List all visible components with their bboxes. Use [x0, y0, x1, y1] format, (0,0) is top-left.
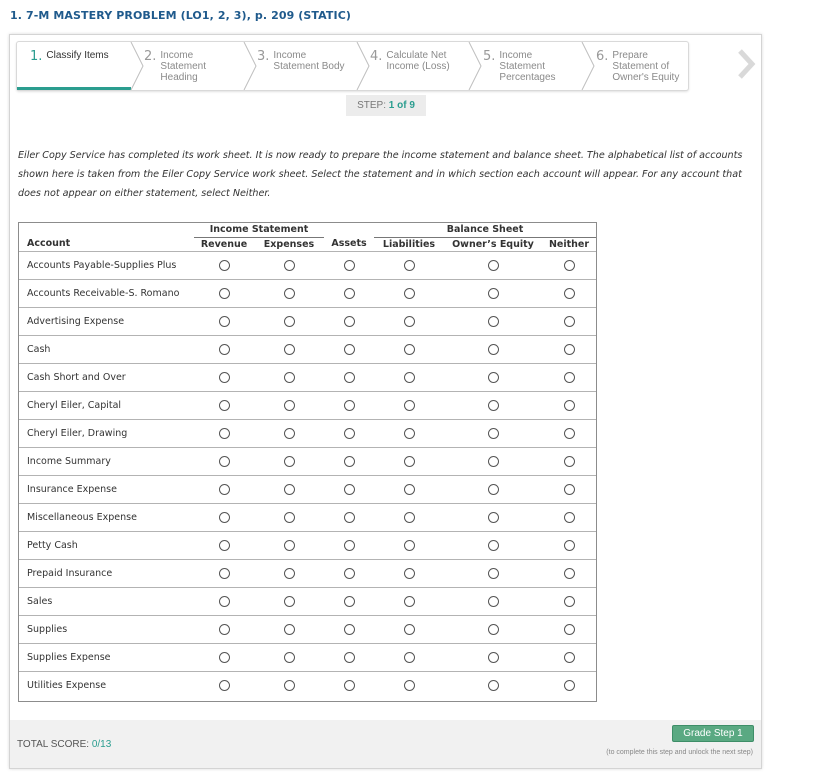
radio-cell-liabilities	[374, 447, 444, 475]
radio-assets[interactable]	[344, 288, 355, 299]
radio-neither[interactable]	[564, 652, 575, 663]
radio-revenue[interactable]	[219, 680, 230, 691]
radio-neither[interactable]	[564, 400, 575, 411]
header-assets: Assets	[331, 238, 367, 250]
radio-cell-expenses	[254, 587, 324, 615]
radio-cell-expenses	[254, 279, 324, 307]
radio-cell-expenses	[254, 391, 324, 419]
chevron-right-icon	[581, 42, 595, 90]
step-label: Income Statement Percentages	[499, 50, 556, 83]
radio-liabilities[interactable]	[404, 400, 415, 411]
radio-cell-neither	[542, 419, 596, 447]
radio-cell-assets	[324, 279, 374, 307]
radio-cell-expenses	[254, 503, 324, 531]
radio-cell-neither	[542, 531, 596, 559]
radio-revenue[interactable]	[219, 400, 230, 411]
radio-revenue[interactable]	[219, 316, 230, 327]
account-name: Insurance Expense	[19, 475, 194, 503]
step-indicator-value: 1 of 9	[388, 100, 415, 111]
account-name: Supplies	[19, 615, 194, 643]
radio-equity[interactable]	[488, 512, 499, 523]
radio-neither[interactable]	[564, 484, 575, 495]
radio-neither[interactable]	[564, 260, 575, 271]
radio-assets[interactable]	[344, 568, 355, 579]
chevron-right-icon	[468, 42, 482, 90]
radio-revenue[interactable]	[219, 428, 230, 439]
radio-cell-expenses	[254, 251, 324, 279]
radio-neither[interactable]	[564, 344, 575, 355]
account-name: Accounts Payable-Supplies Plus	[19, 251, 194, 279]
radio-cell-neither	[542, 643, 596, 671]
tab-step-1[interactable]	[17, 42, 131, 90]
account-name: Cash Short and Over	[19, 363, 194, 391]
account-name: Cash	[19, 335, 194, 363]
radio-cell-assets	[324, 307, 374, 335]
total-score-value: 0/13	[91, 739, 112, 750]
radio-expenses[interactable]	[284, 400, 295, 411]
radio-neither[interactable]	[564, 372, 575, 383]
header-income-statement: Income Statement	[194, 223, 324, 237]
radio-cell-expenses	[254, 559, 324, 587]
step-number: 5.	[483, 49, 496, 64]
radio-cell-equity	[444, 447, 542, 475]
radio-neither[interactable]	[564, 428, 575, 439]
header-revenue: Revenue	[200, 238, 248, 250]
radio-assets[interactable]	[344, 652, 355, 663]
radio-cell-assets	[324, 475, 374, 503]
table-row	[19, 307, 596, 335]
step-label: Prepare Statement of Owner's Equity	[612, 50, 680, 83]
radio-cell-liabilities	[374, 363, 444, 391]
radio-cell-equity	[444, 475, 542, 503]
radio-cell-neither	[542, 475, 596, 503]
radio-revenue[interactable]	[219, 484, 230, 495]
table-row	[19, 475, 596, 503]
radio-liabilities[interactable]	[404, 456, 415, 467]
radio-cell-assets	[324, 643, 374, 671]
radio-cell-liabilities	[374, 251, 444, 279]
radio-expenses[interactable]	[284, 568, 295, 579]
radio-liabilities[interactable]	[404, 512, 415, 523]
radio-cell-equity	[444, 279, 542, 307]
radio-cell-neither	[542, 251, 596, 279]
table-row	[19, 503, 596, 531]
header-balance-sheet: Balance Sheet	[374, 223, 596, 237]
radio-expenses[interactable]	[284, 484, 295, 495]
panel-content	[10, 35, 761, 720]
radio-cell-revenue	[194, 391, 254, 419]
radio-assets[interactable]	[344, 260, 355, 271]
table-row	[19, 559, 596, 587]
radio-assets[interactable]	[344, 512, 355, 523]
radio-revenue[interactable]	[219, 512, 230, 523]
header-account: Account	[27, 238, 71, 250]
step-label: Classify Items	[46, 50, 109, 61]
step-number: 6.	[596, 49, 609, 64]
radio-cell-revenue	[194, 279, 254, 307]
tab-step-4[interactable]	[370, 42, 478, 90]
radio-cell-expenses	[254, 643, 324, 671]
radio-liabilities[interactable]	[404, 344, 415, 355]
radio-expenses[interactable]	[284, 624, 295, 635]
radio-cell-liabilities	[374, 531, 444, 559]
radio-cell-revenue	[194, 615, 254, 643]
step-number: 4.	[370, 49, 383, 64]
radio-liabilities[interactable]	[404, 540, 415, 551]
radio-cell-revenue	[194, 531, 254, 559]
radio-assets[interactable]	[344, 596, 355, 607]
radio-cell-equity	[444, 419, 542, 447]
total-score-label: TOTAL SCORE:	[17, 739, 90, 750]
header-owners-equity: Owner’s Equity	[452, 238, 534, 250]
step-label: Income Statement Body	[273, 50, 345, 72]
table-row	[19, 531, 596, 559]
radio-cell-neither	[542, 363, 596, 391]
chevron-right-icon	[243, 42, 257, 90]
radio-cell-equity	[444, 587, 542, 615]
radio-equity[interactable]	[488, 540, 499, 551]
step-indicator-label: STEP:	[357, 100, 386, 111]
radio-cell-assets	[324, 363, 374, 391]
step-indicator	[346, 95, 426, 116]
radio-cell-neither	[542, 307, 596, 335]
radio-cell-assets	[324, 335, 374, 363]
radio-expenses[interactable]	[284, 540, 295, 551]
radio-cell-assets	[324, 447, 374, 475]
radio-liabilities[interactable]	[404, 288, 415, 299]
grade-note: (to complete this step and unlock the next step)	[606, 749, 753, 756]
radio-liabilities[interactable]	[404, 316, 415, 327]
radio-revenue[interactable]	[219, 372, 230, 383]
radio-revenue[interactable]	[219, 652, 230, 663]
radio-equity[interactable]	[488, 624, 499, 635]
radio-cell-assets	[324, 559, 374, 587]
radio-cell-neither	[542, 503, 596, 531]
radio-assets[interactable]	[344, 456, 355, 467]
radio-equity[interactable]	[488, 428, 499, 439]
table-row	[19, 643, 596, 671]
radio-expenses[interactable]	[284, 680, 295, 691]
chevron-right-icon	[356, 42, 370, 90]
radio-assets[interactable]	[344, 428, 355, 439]
radio-cell-neither	[542, 587, 596, 615]
radio-liabilities[interactable]	[404, 624, 415, 635]
radio-liabilities[interactable]	[404, 428, 415, 439]
radio-neither[interactable]	[564, 288, 575, 299]
radio-cell-revenue	[194, 559, 254, 587]
account-name: Sales	[19, 587, 194, 615]
radio-cell-revenue	[194, 335, 254, 363]
step-label: Calculate Net Income (Loss)	[386, 50, 450, 72]
account-name: Accounts Receivable-S. Romano	[19, 279, 194, 307]
step-number: 2.	[144, 49, 157, 64]
radio-expenses[interactable]	[284, 512, 295, 523]
radio-cell-revenue	[194, 419, 254, 447]
radio-cell-expenses	[254, 671, 324, 699]
radio-cell-liabilities	[374, 559, 444, 587]
radio-expenses[interactable]	[284, 316, 295, 327]
radio-assets[interactable]	[344, 372, 355, 383]
header-expenses: Expenses	[263, 238, 315, 250]
radio-cell-equity	[444, 643, 542, 671]
radio-cell-assets	[324, 671, 374, 699]
problem-title: 1. 7-M MASTERY PROBLEM (LO1, 2, 3), p. 209 (STATIC)	[10, 9, 352, 22]
step-tabs	[16, 41, 689, 91]
account-name: Petty Cash	[19, 531, 194, 559]
radio-neither[interactable]	[564, 456, 575, 467]
radio-cell-expenses	[254, 615, 324, 643]
radio-equity[interactable]	[488, 484, 499, 495]
radio-equity[interactable]	[488, 456, 499, 467]
radio-expenses[interactable]	[284, 652, 295, 663]
table-row	[19, 251, 596, 279]
radio-equity[interactable]	[488, 680, 499, 691]
radio-equity[interactable]	[488, 400, 499, 411]
radio-cell-liabilities	[374, 335, 444, 363]
radio-cell-neither	[542, 279, 596, 307]
radio-cell-revenue	[194, 447, 254, 475]
table-row	[19, 447, 596, 475]
header-liabilities: Liabilities	[382, 238, 436, 250]
radio-assets[interactable]	[344, 540, 355, 551]
radio-cell-equity	[444, 363, 542, 391]
account-name: Income Summary	[19, 447, 194, 475]
radio-assets[interactable]	[344, 680, 355, 691]
radio-cell-assets	[324, 391, 374, 419]
radio-cell-neither	[542, 335, 596, 363]
grade-step-button[interactable]: Grade Step 1	[672, 725, 754, 742]
radio-cell-revenue	[194, 671, 254, 699]
radio-cell-liabilities	[374, 643, 444, 671]
account-name: Supplies Expense	[19, 643, 194, 671]
radio-cell-equity	[444, 391, 542, 419]
radio-cell-neither	[542, 447, 596, 475]
radio-cell-equity	[444, 503, 542, 531]
radio-neither[interactable]	[564, 568, 575, 579]
table-row	[19, 615, 596, 643]
radio-cell-neither	[542, 671, 596, 699]
radio-cell-liabilities	[374, 279, 444, 307]
radio-cell-assets	[324, 419, 374, 447]
radio-cell-expenses	[254, 447, 324, 475]
table-row	[19, 419, 596, 447]
chevron-right-icon	[130, 42, 144, 90]
radio-assets[interactable]	[344, 484, 355, 495]
radio-equity[interactable]	[488, 568, 499, 579]
radio-assets[interactable]	[344, 400, 355, 411]
radio-expenses[interactable]	[284, 372, 295, 383]
radio-cell-expenses	[254, 307, 324, 335]
radio-neither[interactable]	[564, 596, 575, 607]
radio-cell-equity	[444, 615, 542, 643]
table-row	[19, 363, 596, 391]
radio-expenses[interactable]	[284, 344, 295, 355]
radio-cell-expenses	[254, 531, 324, 559]
radio-cell-expenses	[254, 419, 324, 447]
radio-cell-expenses	[254, 475, 324, 503]
radio-assets[interactable]	[344, 344, 355, 355]
radio-liabilities[interactable]	[404, 568, 415, 579]
account-name: Cheryl Eiler, Drawing	[19, 419, 194, 447]
radio-cell-assets	[324, 531, 374, 559]
radio-liabilities[interactable]	[404, 652, 415, 663]
radio-cell-liabilities	[374, 615, 444, 643]
radio-liabilities[interactable]	[404, 596, 415, 607]
radio-cell-assets	[324, 251, 374, 279]
radio-cell-liabilities	[374, 475, 444, 503]
table-row	[19, 335, 596, 363]
radio-neither[interactable]	[564, 316, 575, 327]
radio-cell-liabilities	[374, 307, 444, 335]
radio-expenses[interactable]	[284, 288, 295, 299]
radio-cell-neither	[542, 391, 596, 419]
radio-cell-liabilities	[374, 671, 444, 699]
step-number: 1.	[30, 49, 43, 64]
radio-cell-assets	[324, 615, 374, 643]
step-label: Income Statement Heading	[160, 50, 206, 83]
radio-neither[interactable]	[564, 624, 575, 635]
radio-cell-equity	[444, 671, 542, 699]
radio-revenue[interactable]	[219, 260, 230, 271]
instructions: Eiler Copy Service has completed its work sheet. It is now ready to prepare the income statement and balance sheet. The alphabetical list of accounts shown here is taken from the Eiler Copy Service work sheet. Select the statement and in which section each account will appear. For any account that does not appear on either statement, select Neither.	[18, 150, 743, 199]
radio-equity[interactable]	[488, 288, 499, 299]
radio-cell-assets	[324, 587, 374, 615]
classification-table	[18, 222, 597, 702]
radio-revenue[interactable]	[219, 288, 230, 299]
radio-equity[interactable]	[488, 344, 499, 355]
radio-revenue[interactable]	[219, 456, 230, 467]
radio-expenses[interactable]	[284, 456, 295, 467]
radio-cell-neither	[542, 615, 596, 643]
radio-cell-revenue	[194, 307, 254, 335]
radio-expenses[interactable]	[284, 428, 295, 439]
radio-expenses[interactable]	[284, 596, 295, 607]
radio-cell-equity	[444, 531, 542, 559]
radio-cell-equity	[444, 559, 542, 587]
header-neither: Neither	[548, 238, 590, 250]
radio-cell-expenses	[254, 335, 324, 363]
table-row	[19, 587, 596, 615]
radio-expenses[interactable]	[284, 260, 295, 271]
radio-cell-liabilities	[374, 587, 444, 615]
radio-revenue[interactable]	[219, 624, 230, 635]
radio-liabilities[interactable]	[404, 484, 415, 495]
radio-cell-revenue	[194, 475, 254, 503]
radio-cell-revenue	[194, 251, 254, 279]
radio-cell-neither	[542, 559, 596, 587]
problem-panel	[9, 34, 762, 769]
radio-cell-equity	[444, 307, 542, 335]
radio-revenue[interactable]	[219, 596, 230, 607]
step-number: 3.	[257, 49, 270, 64]
tab-step-5[interactable]	[483, 42, 591, 90]
tab-step-6[interactable]	[596, 42, 688, 90]
radio-revenue[interactable]	[219, 344, 230, 355]
radio-revenue[interactable]	[219, 540, 230, 551]
tab-step-2[interactable]	[144, 42, 252, 90]
account-name: Cheryl Eiler, Capital	[19, 391, 194, 419]
radio-equity[interactable]	[488, 652, 499, 663]
next-steps-arrow-icon[interactable]	[737, 49, 757, 79]
radio-cell-revenue	[194, 503, 254, 531]
tab-step-3[interactable]	[257, 42, 365, 90]
radio-cell-revenue	[194, 363, 254, 391]
radio-cell-liabilities	[374, 391, 444, 419]
radio-cell-revenue	[194, 587, 254, 615]
radio-cell-revenue	[194, 643, 254, 671]
radio-cell-expenses	[254, 363, 324, 391]
radio-equity[interactable]	[488, 316, 499, 327]
radio-assets[interactable]	[344, 316, 355, 327]
radio-assets[interactable]	[344, 624, 355, 635]
radio-cell-assets	[324, 503, 374, 531]
table-row	[19, 391, 596, 419]
radio-cell-liabilities	[374, 419, 444, 447]
radio-revenue[interactable]	[219, 568, 230, 579]
radio-cell-liabilities	[374, 503, 444, 531]
radio-liabilities[interactable]	[404, 680, 415, 691]
radio-neither[interactable]	[564, 680, 575, 691]
account-name: Prepaid Insurance	[19, 559, 194, 587]
radio-cell-equity	[444, 335, 542, 363]
radio-neither[interactable]	[564, 512, 575, 523]
radio-liabilities[interactable]	[404, 372, 415, 383]
account-name: Utilities Expense	[19, 671, 194, 699]
radio-equity[interactable]	[488, 372, 499, 383]
radio-equity[interactable]	[488, 260, 499, 271]
radio-liabilities[interactable]	[404, 260, 415, 271]
radio-equity[interactable]	[488, 596, 499, 607]
total-score	[17, 739, 111, 750]
table-row	[19, 671, 596, 699]
table-row	[19, 279, 596, 307]
radio-cell-equity	[444, 251, 542, 279]
account-name: Miscellaneous Expense	[19, 503, 194, 531]
radio-neither[interactable]	[564, 540, 575, 551]
account-name: Advertising Expense	[19, 307, 194, 335]
